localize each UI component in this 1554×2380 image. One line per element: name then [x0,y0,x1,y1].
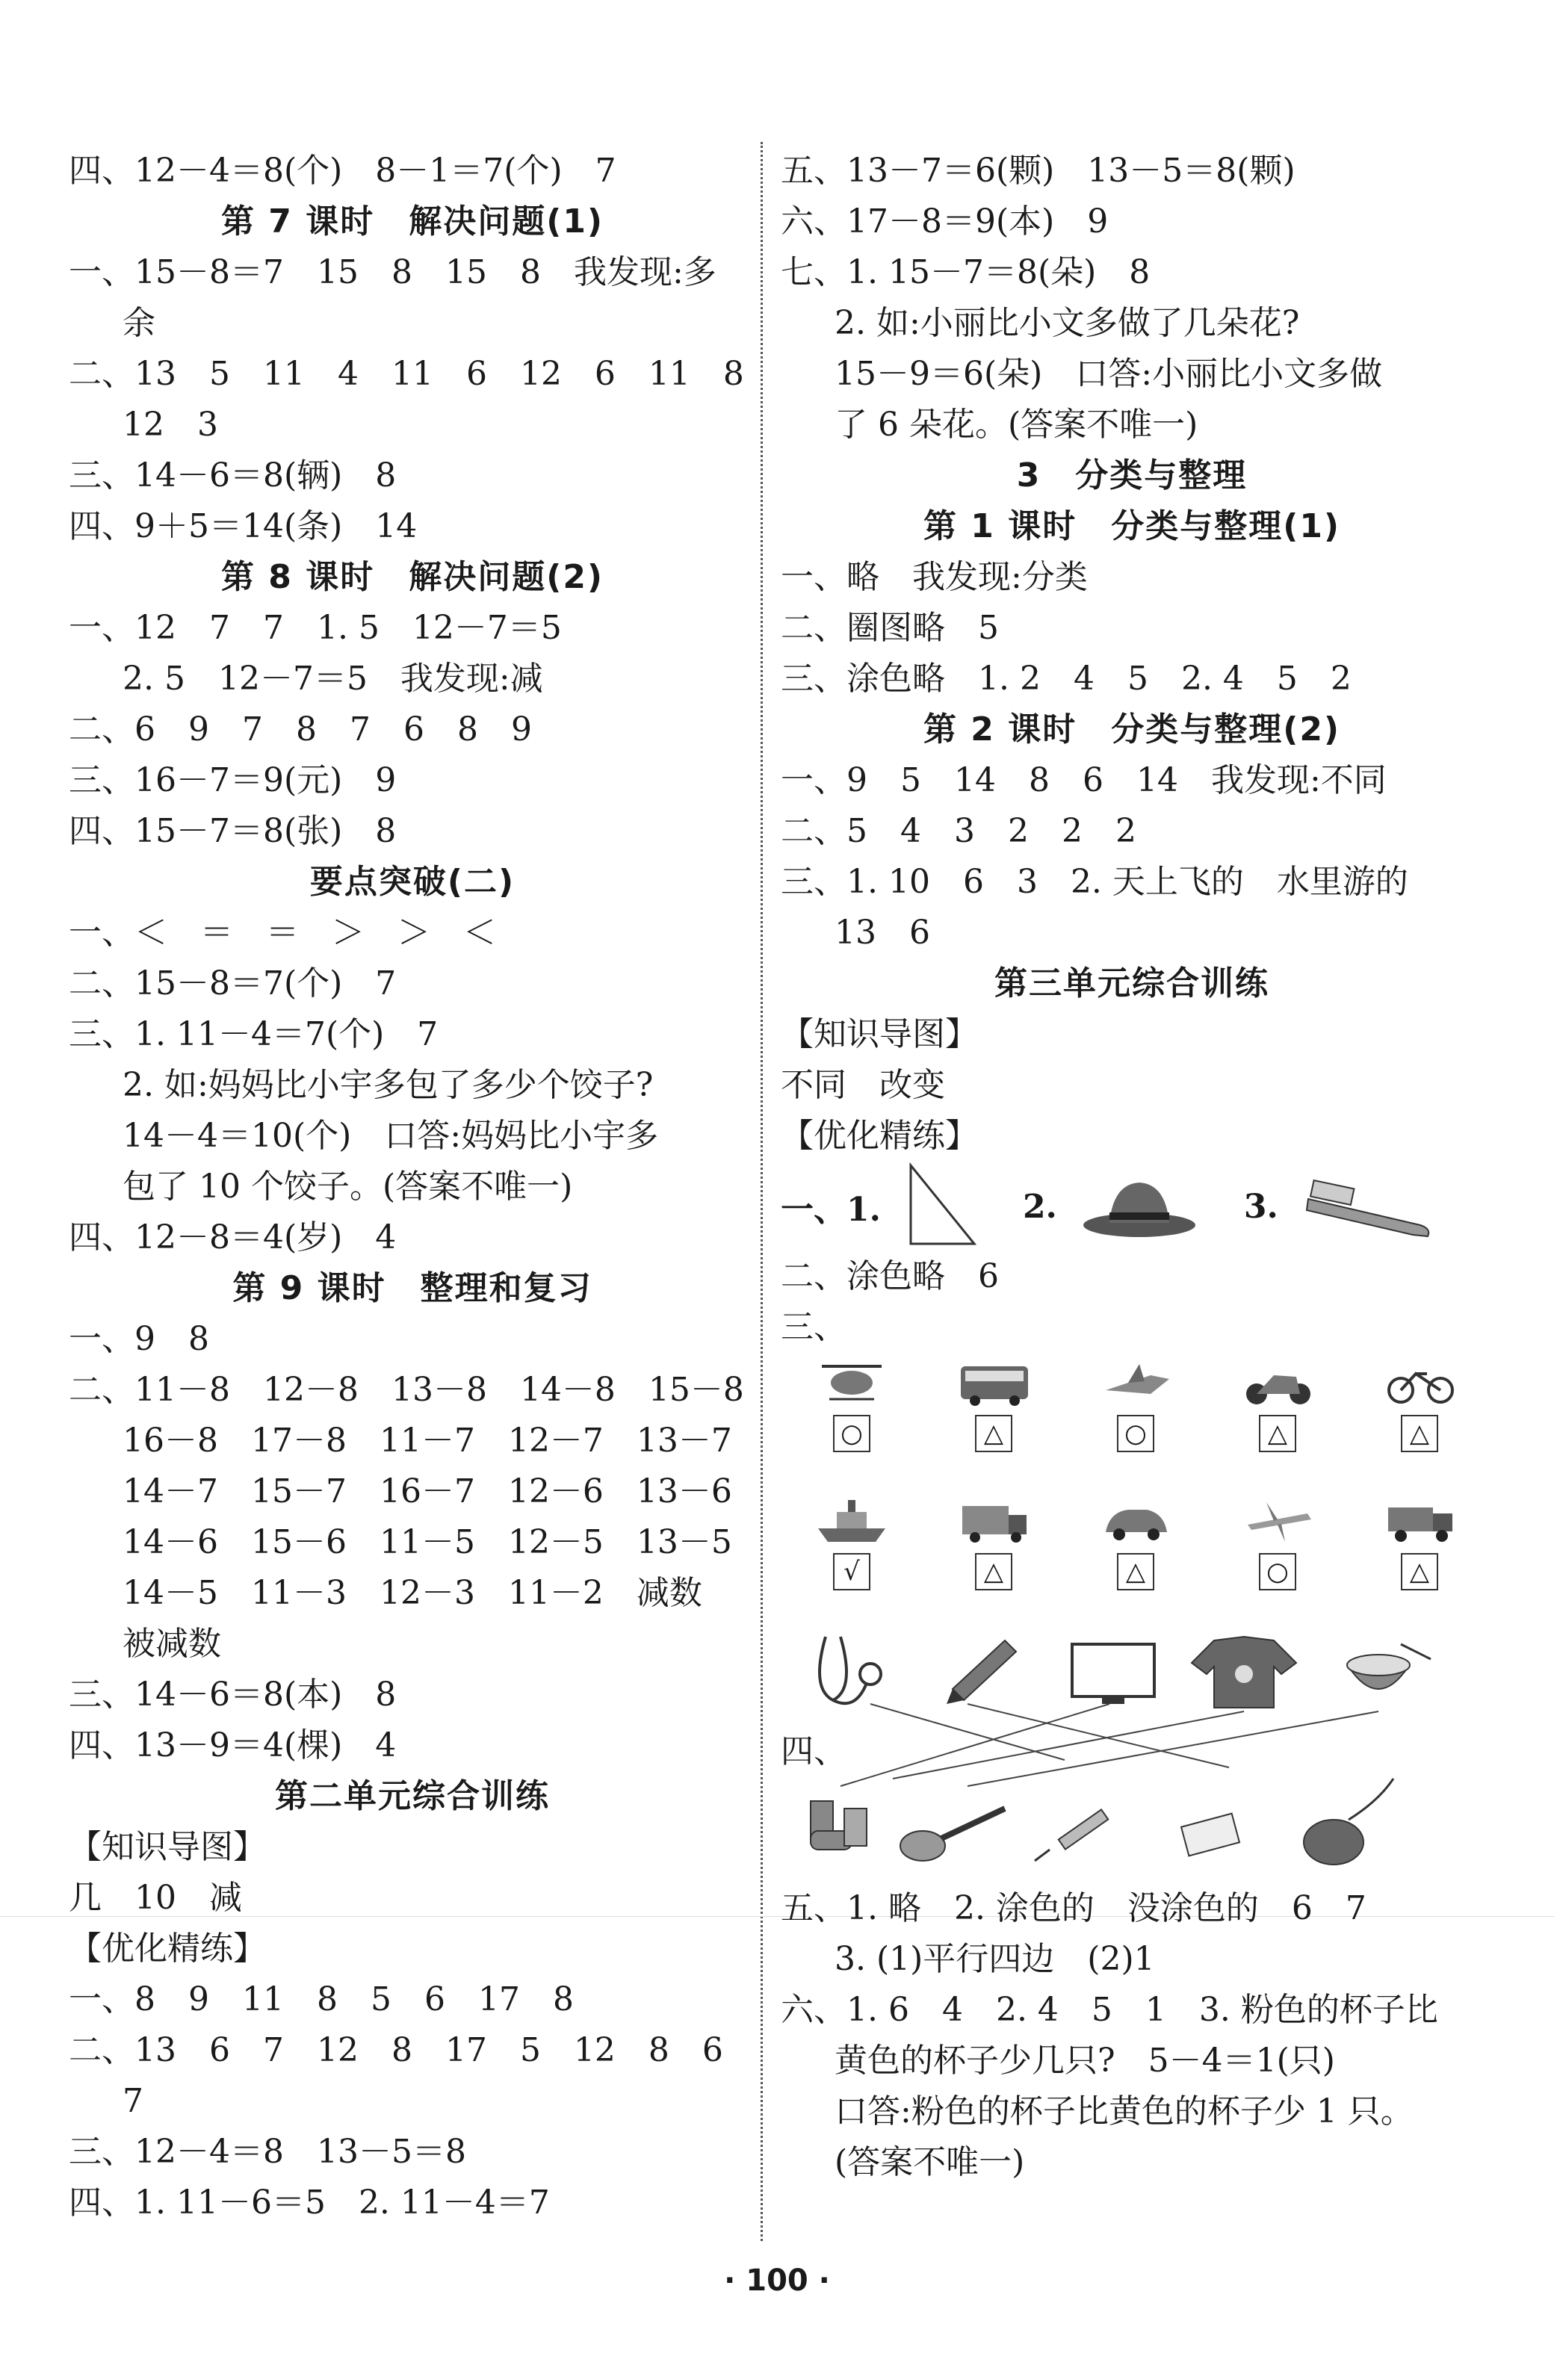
sweater-icon [1192,1637,1296,1708]
answer-line: 14－6 15－6 11－5 12－5 13－5 [123,1523,732,1561]
answer-line: 三、1. 11－4＝7(个) 7 [69,1015,439,1053]
q4-label: 四、 [781,1732,846,1770]
section-title: 第 8 课时 解决问题(2) [220,558,604,596]
pencil-icon [947,1640,1016,1704]
monitor-icon [1072,1644,1154,1704]
mouse-icon [1304,1779,1393,1865]
answer-line: 二、5 4 3 2 2 2 [781,812,1136,850]
shape-answer-box: △ [1117,1553,1154,1590]
answer-line: 一、12 7 7 1. 5 12－7＝5 [69,609,562,647]
answer-line: 2. 如:小丽比小文多做了几朵花? [835,304,1300,342]
figure-label-1: 一、1. [781,1191,881,1229]
vehicle-cell [923,1353,1065,1491]
answer-line: 几 10 减 [69,1879,242,1917]
answer-line: 三、14－6＝8(辆) 8 [69,456,397,495]
answer-line: 2. 5 12－7＝5 我发现:减 [123,660,543,698]
section-title: 第二单元综合训练 [275,1777,550,1815]
figure-label-3: 3. [1243,1187,1278,1226]
answer-line: 黄色的杯子少几只? 5－4＝1(只) [835,2042,1335,2080]
bicycle-icon [1382,1353,1457,1409]
answer-line: 了 6 朵花。(答案不唯一) [835,406,1198,444]
vehicle-cell [781,1353,923,1491]
vehicle-cell [1207,1353,1349,1491]
toothbrush-icon [1301,1169,1435,1244]
answer-line: 三、12－4＝8 13－5＝8 [69,2133,466,2171]
section-title: 第三单元综合训练 [994,964,1269,1002]
shape-answer-box: △ [975,1553,1012,1590]
vehicle-cell [781,1491,923,1629]
answer-line: 二、13 5 11 4 11 6 12 6 11 8 [69,355,744,393]
figures-row [781,1162,1483,1251]
rice-bowl-icon [1347,1644,1431,1689]
ship-icon [814,1491,889,1547]
answer-line: 四、1. 11－6＝5 2. 11－4＝7 [69,2184,550,2222]
answer-line: 一、略 我发现:分类 [781,558,1088,596]
answer-line: 【优化精练】 [69,1930,266,1968]
motorcycle-icon [1240,1353,1315,1409]
shape-answer-box: √ [833,1553,870,1590]
hat-icon [1080,1169,1199,1244]
answer-line: 14－5 11－3 12－3 11－2 减数 [123,1574,702,1612]
answer-line: 二、11－8 12－8 13－8 14－8 15－8 [69,1371,744,1409]
right-column [781,146,1483,2188]
answer-line: 六、1. 6 4 2. 4 5 1 3. 粉色的杯子比 [781,1991,1438,2029]
column-divider [761,142,763,2241]
garbage-truck-icon [956,1491,1031,1547]
answer-line: 14－4＝10(个) 口答:妈妈比小宇多 [123,1117,659,1155]
shape-answer-box: △ [1401,1415,1438,1452]
shape-answer-box: ○ [1117,1415,1154,1452]
answer-line: 16－8 17－8 11－7 12－7 13－7 [123,1422,732,1460]
section-title: 第 9 课时 整理和复习 [232,1269,592,1307]
answer-line: 一、9 8 [69,1320,209,1358]
answer-line: 7 [123,2082,143,2120]
answer-line: 四、13－9＝4(棵) 4 [69,1726,397,1764]
answer-line: 四、9＋5＝14(条) 14 [69,507,418,545]
answer-line: 一、15－8＝7 15 8 15 8 我发现:多 [69,253,716,291]
answer-line: 五、13－7＝6(颗) 13－5＝8(颗) [781,152,1295,190]
answer-line: 2. 如:妈妈比小宇多包了多少个饺子? [123,1066,654,1104]
answer-line: 三、1. 10 6 3 2. 天上飞的 水里游的 [781,863,1408,901]
answer-line: 三、14－6＝8(本) 8 [69,1676,397,1714]
answer-line: 一、8 9 11 8 5 6 17 8 [69,1980,574,2018]
answer-line: 3. (1)平行四边 (2)1 [835,1940,1155,1978]
shape-answer-box: ○ [833,1415,870,1452]
section-title: 3 分类与整理 [1016,456,1248,495]
answer-line: 四、12－8＝4(岁) 4 [69,1218,397,1256]
answer-line: 二、15－8＝7(个) 7 [69,964,397,1002]
section-title: 第 2 课时 分类与整理(2) [923,710,1341,749]
vehicle-grid [781,1353,1483,1629]
q2-line: 二、涂色略 6 [781,1257,999,1295]
section-title: 第 1 课时 分类与整理(1) [923,507,1341,545]
airplane-icon [1240,1491,1315,1547]
answer-line: 包了 10 个饺子。(答案不唯一) [123,1168,573,1206]
answer-line: 15－9＝6(朵) 口答:小丽比小文多做 [835,355,1383,393]
shape-answer-box: ○ [1259,1553,1296,1590]
vehicle-cell [1065,1491,1207,1629]
answer-line: 13 6 [835,914,930,952]
answer-line: 二、圈图略 5 [781,609,999,647]
answer-line: 口答:粉色的杯子比黄色的杯子少 1 只。 [835,2092,1414,2130]
page-number: · 100 · [724,2263,830,2298]
syringe-icon [1035,1809,1108,1861]
answer-line: 【优化精练】 [781,1117,978,1155]
section-title: 要点突破(二) [309,863,516,901]
triangle-figure [903,1162,978,1251]
shape-answer-box: △ [1259,1415,1296,1452]
vehicle-cell [923,1491,1065,1629]
answer-line: 不同 改变 [781,1066,945,1104]
answer-line: 三、涂色略 1. 2 4 5 2. 4 5 2 [781,660,1352,698]
answer-line: 12 3 [123,406,218,444]
bus-icon [956,1353,1031,1409]
right-top-answers [781,146,1483,1162]
vehicle-cell [1207,1491,1349,1629]
dump-truck-icon [1382,1491,1457,1547]
answer-line: 14－7 15－7 16－7 12－6 13－6 [123,1472,732,1510]
left-column [69,146,756,2228]
shape-answer-box: △ [1401,1553,1438,1590]
answer-line: 四、15－7＝8(张) 8 [69,812,397,850]
matching-figure [781,1629,1483,1883]
right-bottom-answers [781,1883,1483,2188]
stethoscope-icon [820,1637,881,1703]
answer-line: 五、1. 略 2. 涂色的 没涂色的 6 7 [781,1889,1366,1927]
section-title: 第 7 课时 解决问题(1) [220,202,604,241]
answer-line: 二、13 6 7 12 8 17 5 12 8 6 [69,2031,723,2069]
helicopter-icon [814,1353,889,1409]
answer-line: 一、＜ ＝ ＝ ＞ ＞ ＜ [69,914,496,952]
shape-answer-box: △ [975,1415,1012,1452]
vehicle-cell [1349,1491,1490,1629]
plane-toy-icon [1098,1353,1173,1409]
socks-icon [811,1801,867,1850]
matching-exercise [781,1629,1483,1883]
answer-line: 二、6 9 7 8 7 6 8 9 [69,710,532,749]
answer-line: 四、12－4＝8(个) 8－1＝7(个) 7 [69,152,616,190]
answer-line: 六、17－8＝9(本) 9 [781,202,1109,241]
answer-line: 被减数 [123,1625,221,1663]
answer-line: 余 [123,304,155,342]
vehicle-cell [1065,1353,1207,1491]
eraser-icon [1181,1814,1239,1856]
q3-label: 三、 [781,1308,846,1346]
vehicle-cell [1349,1353,1490,1491]
answer-line: 三、16－7＝9(元) 9 [69,761,397,799]
answer-line: 七、1. 15－7＝8(朵) 8 [781,253,1151,291]
figure-label-2: 2. [1022,1187,1057,1226]
answer-line: (答案不唯一) [835,2143,1025,2181]
answer-line: 【知识导图】 [781,1015,978,1053]
answer-line: 一、9 5 14 8 6 14 我发现:不同 [781,761,1387,799]
car-icon [1098,1491,1173,1547]
spoon-icon [900,1809,1005,1861]
answer-line: 【知识导图】 [69,1828,266,1866]
